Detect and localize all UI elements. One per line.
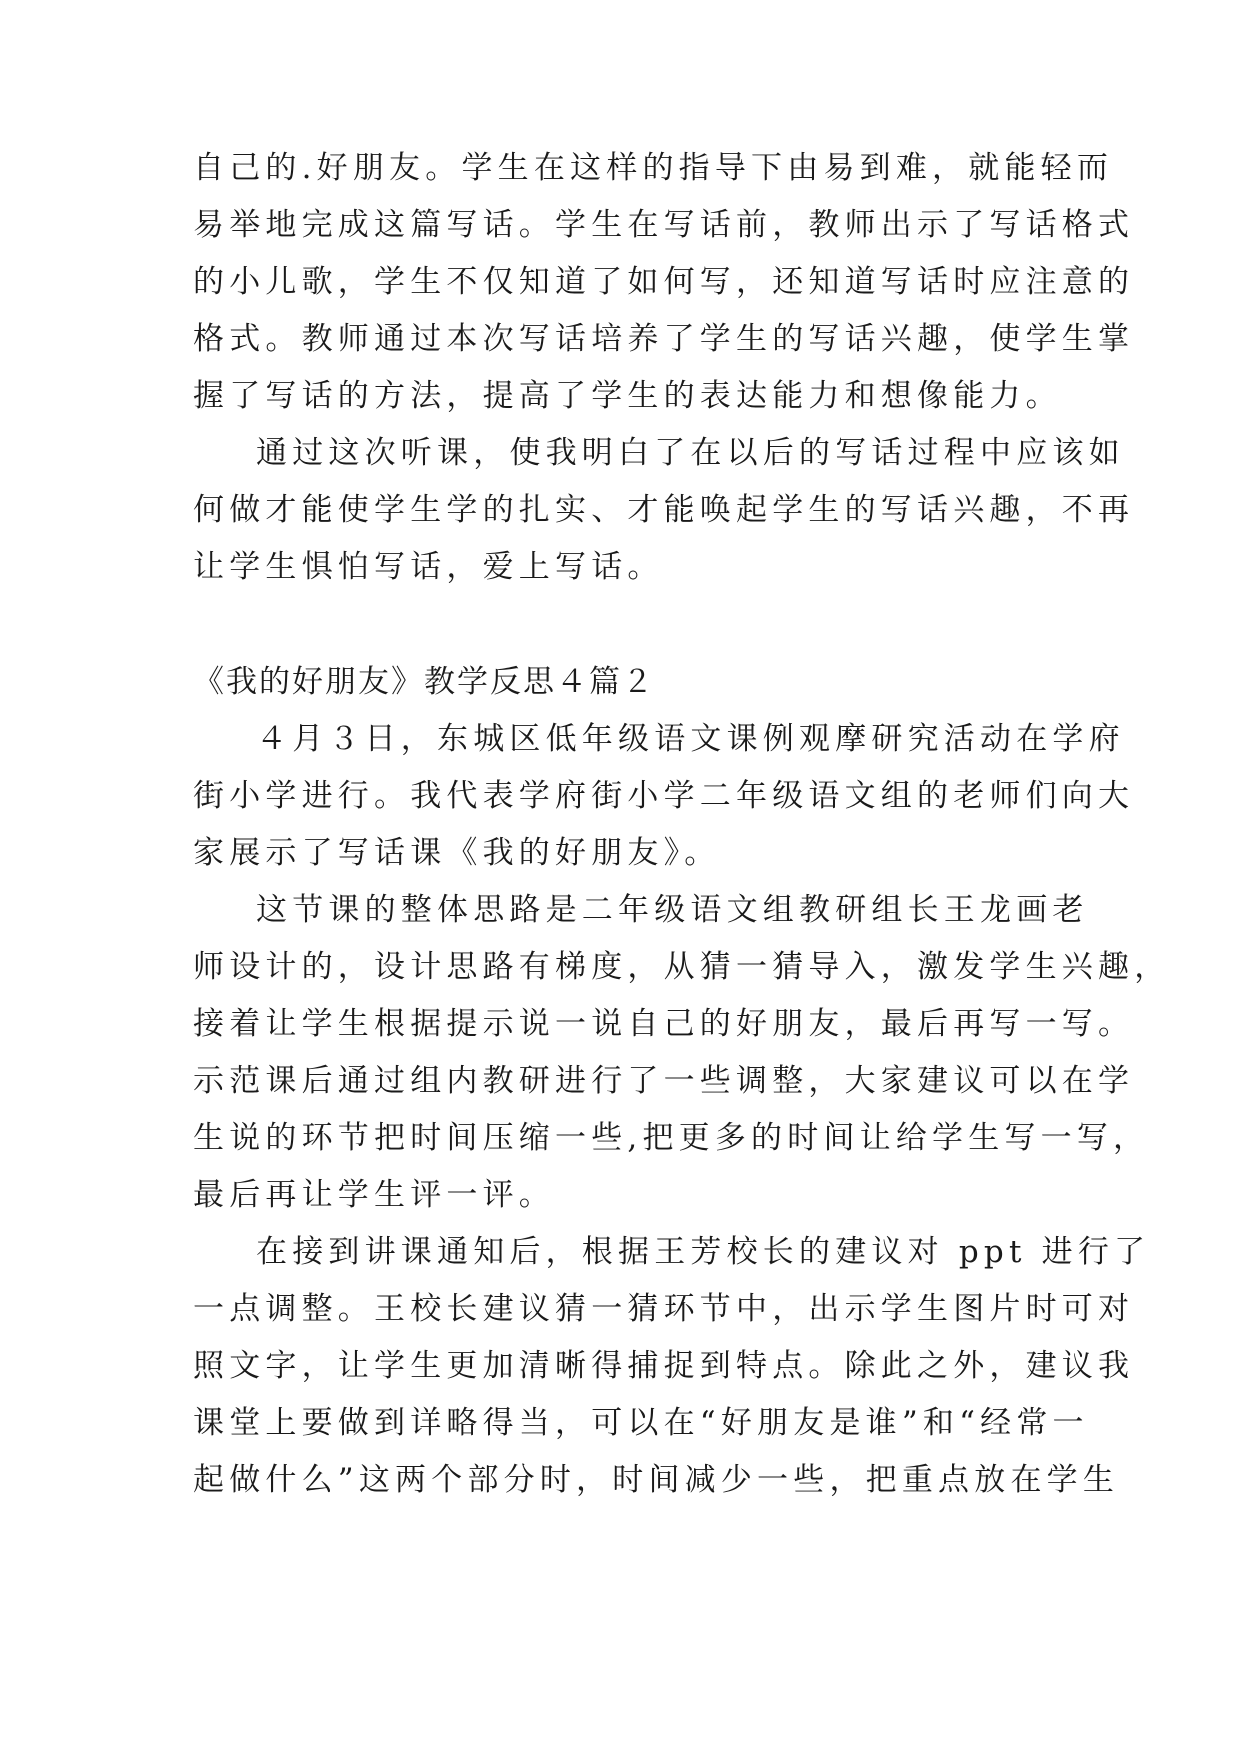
paragraph-line: 家展示了写话课《我的好朋友》。 [193, 835, 721, 871]
paragraph-line: 自己的.好朋友。学生在这样的指导下由易到难，就能轻而 [193, 150, 1114, 186]
paragraph-line: 示范课后通过组内教研进行了一些调整，大家建议可以在学 [193, 1063, 1135, 1099]
paragraph-line: 何做才能使学生学的扎实、才能唤起学生的写话兴趣，不再 [193, 492, 1135, 528]
paragraph-line: 通过这次听课，使我明白了在以后的写话过程中应该如 [256, 435, 1125, 471]
paragraph-line: 在接到讲课通知后，根据王芳校长的建议对 ppt 进行了 [256, 1234, 1151, 1270]
paragraph-line: 握了写话的方法，提高了学生的表达能力和想像能力。 [193, 378, 1062, 414]
section-heading: 《我的好朋友》教学反思４篇２ [193, 664, 655, 700]
paragraph-line: 格式。教师通过本次写话培养了学生的写话兴趣，使学生掌 [193, 321, 1135, 357]
paragraph-line: 照文字，让学生更加清晰得捕捉到特点。除此之外，建议我 [193, 1348, 1135, 1384]
paragraph-line: 起做什么”这两个部分时，时间减少一些，把重点放在学生 [193, 1462, 1120, 1498]
paragraph-line: 接着让学生根据提示说一说自己的好朋友，最后再写一写。 [193, 1006, 1135, 1042]
paragraph-line: 课堂上要做到详略得当，可以在“好朋友是谁”和“经常一 [193, 1405, 1089, 1441]
paragraph-line: 的小儿歌，学生不仅知道了如何写，还知道写话时应注意的 [193, 264, 1135, 300]
paragraph-line: 让学生惧怕写话，爱上写话。 [193, 549, 664, 585]
paragraph-line: 易举地完成这篇写话。学生在写话前，教师出示了写话格式 [193, 207, 1135, 243]
paragraph-line: 师设计的，设计思路有梯度，从猜一猜导入，激发学生兴趣， [193, 949, 1171, 985]
paragraph-line: ４月３日，东城区低年级语文课例观摩研究活动在学府 [256, 721, 1125, 757]
paragraph-line: 这节课的整体思路是二年级语文组教研组长王龙画老 [256, 892, 1089, 928]
paragraph-line: 街小学进行。我代表学府街小学二年级语文组的老师们向大 [193, 778, 1135, 814]
paragraph-line: 最后再让学生评一评。 [193, 1177, 555, 1213]
paragraph-line: 生说的环节把时间压缩一些,把更多的时间让给学生写一写， [193, 1120, 1150, 1156]
paragraph-line: 一点调整。王校长建议猜一猜环节中，出示学生图片时可对 [193, 1291, 1135, 1327]
